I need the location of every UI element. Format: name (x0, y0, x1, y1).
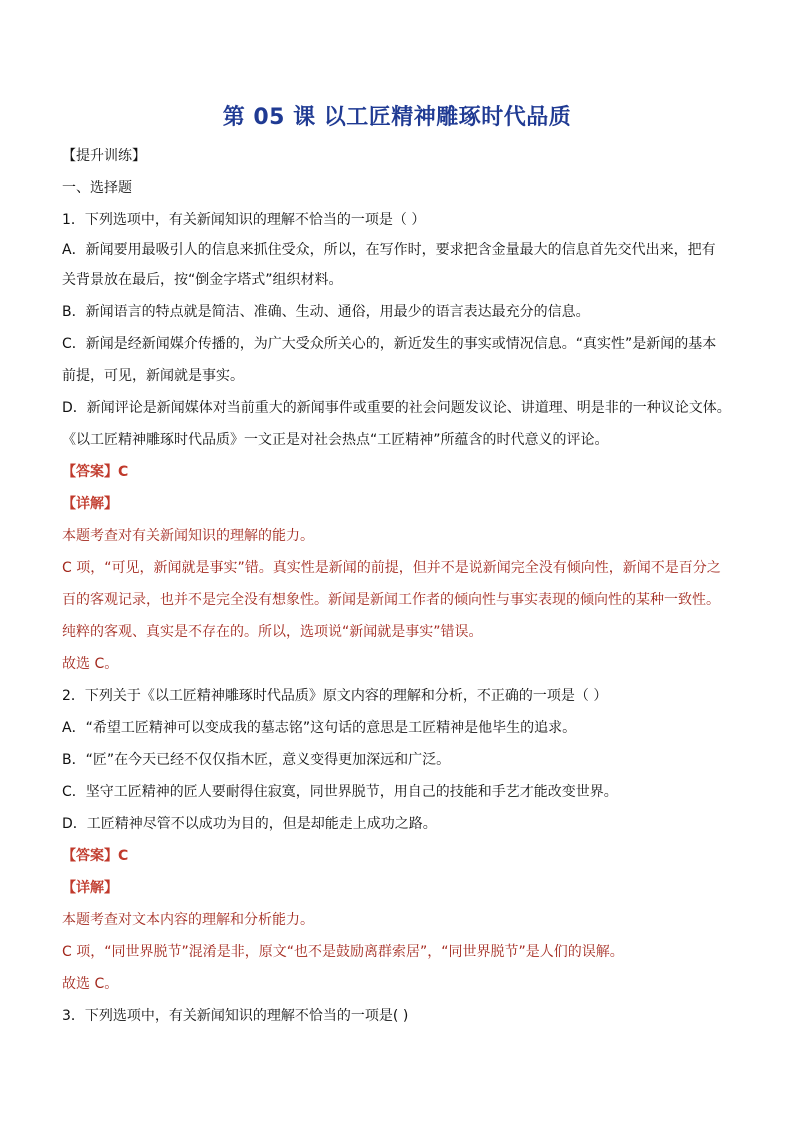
section-tag: 【提升训练】 (62, 148, 146, 164)
q1-option-b: B．新闻语言的特点就是简洁、准确、生动、通俗，用最少的语言表达最充分的信息。 (62, 304, 590, 320)
q1-option-a-line1: A．新闻要用最吸引人的信息来抓住受众，所以，在写作时，要求把含金量最大的信息首先交代出来，把有 (62, 242, 716, 258)
q2-answer: 【答案】C (62, 848, 129, 864)
q1-option-c-line1: C．新闻是经新闻媒介传播的，为广大受众所关心的，新近发生的事实或情况信息。“真实性”是新闻的基本 (62, 336, 717, 352)
q2-conclusion: 故选 C。 (62, 976, 119, 992)
q1-detail-label: 【详解】 (62, 496, 118, 512)
q1-explanation-line4: 纯粹的客观、真实是不存在的。所以，选项说“新闻就是事实”错误。 (62, 624, 483, 640)
q1-option-d-line1: D．新闻评论是新闻媒体对当前重大的新闻事件或重要的社会问题发议论、讲道理、明是非的一种议论文体。 (62, 400, 731, 416)
q2-option-d: D．工匠精神尽管不以成功为目的，但是却能走上成功之路。 (62, 816, 437, 832)
section-name: 一、选择题 (62, 180, 132, 196)
q1-explanation-line2: C 项，“可见，新闻就是事实”错。真实性是新闻的前提，但并不是说新闻完全没有倾向性，新闻不是百分之 (62, 560, 721, 576)
q2-explanation-line2: C 项，“同世界脱节”混淆是非，原文“也不是鼓励离群索居”，“同世界脱节”是人们的误解。 (62, 944, 624, 960)
q2-explanation-line1: 本题考查对文本内容的理解和分析能力。 (62, 912, 314, 928)
page-title: 第 05 课 以工匠精神雕琢时代品质 (222, 105, 572, 130)
q2-option-c: C．坚守工匠精神的匠人要耐得住寂寞，同世界脱节，用自己的技能和手艺才能改变世界。 (62, 784, 618, 800)
q1-explanation-line3: 百的客观记录，也并不是完全没有想象性。新闻是新闻工作者的倾向性与事实表现的倾向性的某种一致性。 (62, 592, 720, 608)
q1-explanation-line1: 本题考查对有关新闻知识的理解的能力。 (62, 528, 314, 544)
q1-option-c-line2: 前提，可见，新闻就是事实。 (62, 368, 244, 384)
q1-answer: 【答案】C (62, 464, 129, 480)
q3-stem: 3．下列选项中，有关新闻知识的理解不恰当的一项是( ) (62, 1008, 409, 1024)
q1-option-a-line2: 关背景放在最后，按“倒金字塔式”组织材料。 (62, 272, 343, 288)
q2-stem: 2．下列关于《以工匠精神雕琢时代品质》原文内容的理解和分析，不正确的一项是（ ） (62, 688, 608, 704)
q1-conclusion: 故选 C。 (62, 656, 119, 672)
q2-option-a: A．“希望工匠精神可以变成我的墓志铭”这句话的意思是工匠精神是他毕生的追求。 (62, 720, 577, 736)
q2-detail-label: 【详解】 (62, 880, 118, 896)
q2-option-b: B．“匠”在今天已经不仅仅指木匠，意义变得更加深远和广泛。 (62, 752, 451, 768)
q1-stem: 1．下列选项中，有关新闻知识的理解不恰当的一项是（ ） (62, 212, 426, 228)
q1-option-d-line2: 《以工匠精神雕琢时代品质》一文正是对社会热点“工匠精神”所蕴含的时代意义的评论。 (62, 432, 609, 448)
